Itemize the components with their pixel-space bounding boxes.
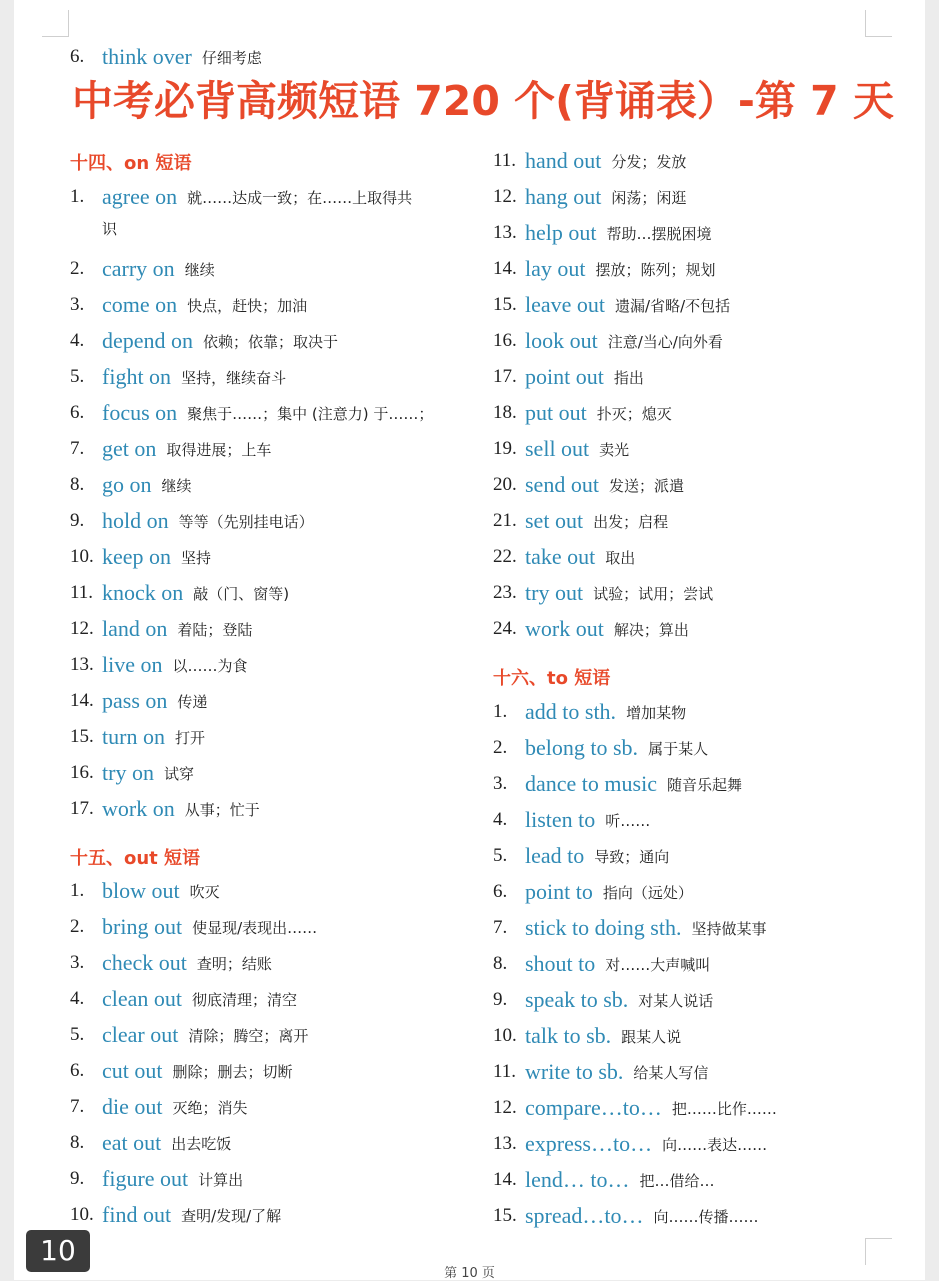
phrase: cut out — [102, 1058, 163, 1083]
phrase: talk to sb. — [525, 1023, 612, 1048]
phrase: try out — [525, 580, 584, 605]
phrase: pass on — [102, 688, 168, 713]
item-number: 18. — [493, 402, 517, 423]
item-number: 2. — [70, 258, 85, 279]
list-item — [493, 877, 693, 907]
meaning: 坚持，继续奋斗 — [181, 368, 287, 387]
item-number: 8. — [493, 953, 508, 974]
item-number: 13. — [493, 222, 517, 243]
section-heading-on: 十四、on 短语 — [70, 153, 192, 174]
meaning: 卖光 — [599, 440, 630, 459]
list-item — [70, 42, 262, 72]
list-item — [70, 290, 307, 320]
item-number: 9. — [493, 989, 508, 1010]
item-number: 7. — [70, 438, 85, 459]
phrase: agree on — [102, 184, 178, 209]
list-item — [493, 1093, 777, 1123]
meaning: 继续 — [184, 260, 215, 279]
item-number: 4. — [493, 809, 508, 830]
list-item — [493, 1021, 681, 1051]
page-footer: 第 10 页 — [444, 1266, 495, 1281]
phrase: help out — [525, 220, 597, 245]
list-item — [70, 614, 252, 644]
meaning: 彻底清理；清空 — [192, 990, 298, 1009]
item-number: 15. — [70, 726, 94, 747]
item-number: 20. — [493, 474, 517, 495]
phrase: speak to sb. — [525, 987, 629, 1012]
item-number: 13. — [70, 654, 94, 675]
list-item — [70, 948, 272, 978]
phrase: put out — [525, 400, 587, 425]
phrase: shout to — [525, 951, 596, 976]
meaning: 使显现/表现出…… — [192, 918, 318, 937]
phrase: depend on — [102, 328, 194, 353]
crop-mark-top-left — [42, 10, 69, 37]
crop-mark-top-right — [865, 10, 892, 37]
phrase: add to sth. — [525, 699, 617, 724]
phrase: leave out — [525, 292, 606, 317]
meaning: 取得进展；上车 — [166, 440, 272, 459]
list-item — [493, 506, 668, 536]
page-title: 中考必背高频短语 720 个(背诵表）-第 7 天 — [72, 77, 894, 125]
phrase: point out — [525, 364, 604, 389]
section-heading-out: 十五、out 短语 — [70, 848, 201, 869]
phrase: carry on — [102, 256, 175, 281]
meaning: 聚焦于……；集中 (注意力) 于……； — [187, 404, 434, 423]
meaning: 向……表达…… — [662, 1135, 768, 1154]
list-item — [493, 542, 635, 572]
meaning: 坚持做某事 — [691, 919, 767, 938]
phrase: lead to — [525, 843, 585, 868]
phrase: lend… to… — [525, 1167, 630, 1192]
phrase: go on — [102, 472, 152, 497]
phrase: figure out — [102, 1166, 189, 1191]
phrase: find out — [102, 1202, 172, 1227]
list-item — [70, 794, 260, 824]
item-number: 5. — [493, 845, 508, 866]
list-item — [70, 398, 433, 428]
list-item — [493, 182, 686, 212]
phrase: bring out — [102, 914, 183, 939]
list-item — [70, 326, 338, 356]
meaning: 灭绝；消失 — [172, 1098, 248, 1117]
phrase: express…to… — [525, 1131, 653, 1156]
list-item — [70, 1164, 243, 1194]
phrase: hand out — [525, 148, 602, 173]
meaning: 随音乐起舞 — [666, 775, 742, 794]
item-number: 6. — [70, 402, 85, 423]
item-number: 1. — [70, 880, 85, 901]
meaning: 吹灭 — [189, 882, 220, 901]
phrase: live on — [102, 652, 163, 677]
meaning: 出发；启程 — [593, 512, 669, 531]
list-item — [493, 697, 686, 727]
meaning: 打开 — [174, 728, 205, 747]
item-number: 11. — [493, 150, 517, 171]
item-number: 22. — [493, 546, 517, 567]
item-number: 15. — [493, 1205, 517, 1226]
phrase: hold on — [102, 508, 169, 533]
item-number: 3. — [70, 294, 85, 315]
item-number: 3. — [493, 773, 508, 794]
meaning: 传递 — [177, 692, 208, 711]
list-item — [493, 434, 629, 464]
meaning: 查明；结账 — [196, 954, 272, 973]
meaning: 遗漏/省略/不包括 — [615, 296, 731, 315]
phrase: work out — [525, 616, 604, 641]
meaning: 就……达成一致；在……上取得共 — [187, 188, 413, 207]
phrase: lay out — [525, 256, 586, 281]
list-item — [493, 1129, 767, 1159]
item-number: 12. — [493, 1097, 517, 1118]
meaning: 试穿 — [163, 764, 194, 783]
meaning: 摆放；陈列；规划 — [595, 260, 716, 279]
meaning: 仔细考虑 — [201, 48, 262, 67]
item-number: 10. — [70, 546, 94, 567]
list-item — [493, 290, 730, 320]
meaning: 指出 — [613, 368, 644, 387]
phrase: clear out — [102, 1022, 179, 1047]
item-number: 10. — [493, 1025, 517, 1046]
meaning: 出去吃饭 — [171, 1134, 232, 1153]
item-number: 6. — [70, 1060, 85, 1081]
list-item — [493, 254, 716, 284]
list-item — [493, 949, 710, 979]
item-number: 16. — [493, 330, 517, 351]
meaning: 把…借给… — [639, 1171, 715, 1190]
list-item — [70, 1056, 293, 1086]
meaning: 着陆；登陆 — [177, 620, 253, 639]
list-item — [70, 722, 205, 752]
list-item — [493, 470, 684, 500]
list-item — [70, 984, 297, 1014]
item-number: 6. — [70, 46, 85, 67]
phrase: work on — [102, 796, 175, 821]
item-number: 10. — [70, 1204, 94, 1225]
phrase: point to — [525, 879, 593, 904]
item-number: 6. — [493, 881, 508, 902]
list-item — [70, 650, 248, 680]
item-number: 23. — [493, 582, 517, 603]
list-item — [70, 1092, 248, 1122]
phrase: check out — [102, 950, 187, 975]
meaning: 删除；删去；切断 — [172, 1062, 293, 1081]
meaning: 属于某人 — [648, 739, 709, 758]
phrase: focus on — [102, 400, 178, 425]
phrase: blow out — [102, 878, 180, 903]
list-item — [70, 362, 286, 392]
phrase: get on — [102, 436, 157, 461]
phrase: listen to — [525, 807, 596, 832]
item-number: 24. — [493, 618, 517, 639]
item-number: 11. — [70, 582, 94, 603]
phrase: stick to doing sth. — [525, 915, 682, 940]
item-number: 2. — [493, 737, 508, 758]
meaning: 导致；通向 — [594, 847, 670, 866]
list-item — [493, 1201, 759, 1231]
list-item — [493, 1057, 708, 1087]
phrase: knock on — [102, 580, 184, 605]
item-number: 11. — [493, 1061, 517, 1082]
phrase: try on — [102, 760, 154, 785]
phrase: think over — [102, 44, 192, 69]
meaning: 跟某人说 — [621, 1027, 682, 1046]
section-heading-to: 十六、to 短语 — [493, 668, 611, 689]
list-item — [70, 434, 271, 464]
meaning: 依赖；依靠；取决于 — [203, 332, 339, 351]
list-item — [493, 326, 723, 356]
list-item — [70, 578, 289, 608]
phrase: come on — [102, 292, 178, 317]
item-number: 7. — [493, 917, 508, 938]
meaning: 指向（远处） — [602, 883, 693, 902]
meaning: 向……传播…… — [653, 1207, 759, 1226]
phrase: land on — [102, 616, 168, 641]
phrase: fight on — [102, 364, 172, 389]
list-item — [493, 805, 650, 835]
meaning: 分发；发放 — [611, 152, 687, 171]
item-number: 16. — [70, 762, 94, 783]
meaning: 给某人写信 — [633, 1063, 709, 1082]
list-item — [70, 470, 192, 500]
phrase: write to sb. — [525, 1059, 624, 1084]
item-number: 8. — [70, 1132, 85, 1153]
crop-mark-bottom-right — [865, 1238, 892, 1265]
phrase: spread…to… — [525, 1203, 644, 1228]
meaning: 敲（门、窗等) — [193, 584, 290, 603]
item-number: 8. — [70, 474, 85, 495]
meaning: 增加某物 — [626, 703, 687, 722]
meaning: 等等（先别挂电话） — [178, 512, 314, 531]
phrase: compare…to… — [525, 1095, 662, 1120]
meaning: 取出 — [605, 548, 636, 567]
list-item — [70, 686, 207, 716]
item-number: 14. — [493, 1169, 517, 1190]
item-number: 17. — [493, 366, 517, 387]
item-number: 2. — [70, 916, 85, 937]
meaning: 闲荡；闲逛 — [611, 188, 687, 207]
phrase: belong to sb. — [525, 735, 639, 760]
meaning: 对……大声喊叫 — [605, 955, 711, 974]
meaning: 听…… — [605, 811, 651, 830]
meaning: 解决；算出 — [613, 620, 689, 639]
phrase: eat out — [102, 1130, 162, 1155]
list-item — [493, 913, 766, 943]
item-number: 12. — [70, 618, 94, 639]
item-number: 9. — [70, 510, 85, 531]
meaning: 以……为食 — [172, 656, 248, 675]
list-item — [70, 506, 314, 536]
meaning: 快点，赶快；加油 — [187, 296, 308, 315]
item-number: 21. — [493, 510, 517, 531]
item-number: 17. — [70, 798, 94, 819]
meaning: 继续 — [161, 476, 192, 495]
page-number-badge: 10 — [26, 1230, 90, 1272]
meaning: 试验；试用；尝试 — [593, 584, 714, 603]
meaning: 清除；腾空；离开 — [188, 1026, 309, 1045]
item-number: 1. — [70, 186, 85, 207]
meaning: 计算出 — [198, 1170, 244, 1189]
list-item — [493, 841, 669, 871]
meaning: 查明/发现/了解 — [181, 1206, 282, 1225]
list-item — [493, 1165, 715, 1195]
list-item — [70, 912, 317, 942]
item-number: 1. — [493, 701, 508, 722]
list-item — [70, 1128, 231, 1158]
phrase: hang out — [525, 184, 602, 209]
item-number: 15. — [493, 294, 517, 315]
phrase: dance to music — [525, 771, 657, 796]
list-item — [493, 362, 644, 392]
meaning: 注意/当心/向外看 — [607, 332, 723, 351]
phrase: keep on — [102, 544, 172, 569]
list-item — [70, 254, 215, 284]
meaning: 帮助…摆脱困境 — [606, 224, 712, 243]
meaning: 扑灭；熄灭 — [596, 404, 672, 423]
list-item — [493, 769, 742, 799]
item-number: 7. — [70, 1096, 85, 1117]
meaning: 发送；派遣 — [608, 476, 684, 495]
list-item — [70, 542, 211, 572]
list-item — [70, 1020, 308, 1050]
phrase: clean out — [102, 986, 183, 1011]
meaning: 从事；忙于 — [184, 800, 260, 819]
item-number: 14. — [70, 690, 94, 711]
item-number: 9. — [70, 1168, 85, 1189]
list-item — [493, 985, 713, 1015]
list-item — [493, 733, 708, 763]
item-number: 13. — [493, 1133, 517, 1154]
list-item — [70, 758, 194, 788]
item-number: 4. — [70, 330, 85, 351]
list-item — [493, 146, 686, 176]
item-number: 14. — [493, 258, 517, 279]
list-item — [70, 182, 412, 212]
meaning: 对某人说话 — [638, 991, 714, 1010]
list-item — [493, 398, 672, 428]
list-item — [493, 578, 713, 608]
phrase: send out — [525, 472, 599, 497]
item-number: 19. — [493, 438, 517, 459]
list-item — [493, 614, 689, 644]
list-item — [70, 876, 220, 906]
phrase: look out — [525, 328, 598, 353]
item-number: 5. — [70, 366, 85, 387]
meaning-continuation: 识 — [102, 220, 118, 238]
list-item — [70, 1200, 281, 1230]
item-number: 5. — [70, 1024, 85, 1045]
meaning: 坚持 — [181, 548, 212, 567]
phrase: die out — [102, 1094, 163, 1119]
meaning: 把……比作…… — [671, 1099, 777, 1118]
item-number: 3. — [70, 952, 85, 973]
phrase: sell out — [525, 436, 590, 461]
phrase: turn on — [102, 724, 165, 749]
list-item — [493, 218, 712, 248]
item-number: 4. — [70, 988, 85, 1009]
phrase: take out — [525, 544, 596, 569]
item-number: 12. — [493, 186, 517, 207]
phrase: set out — [525, 508, 584, 533]
